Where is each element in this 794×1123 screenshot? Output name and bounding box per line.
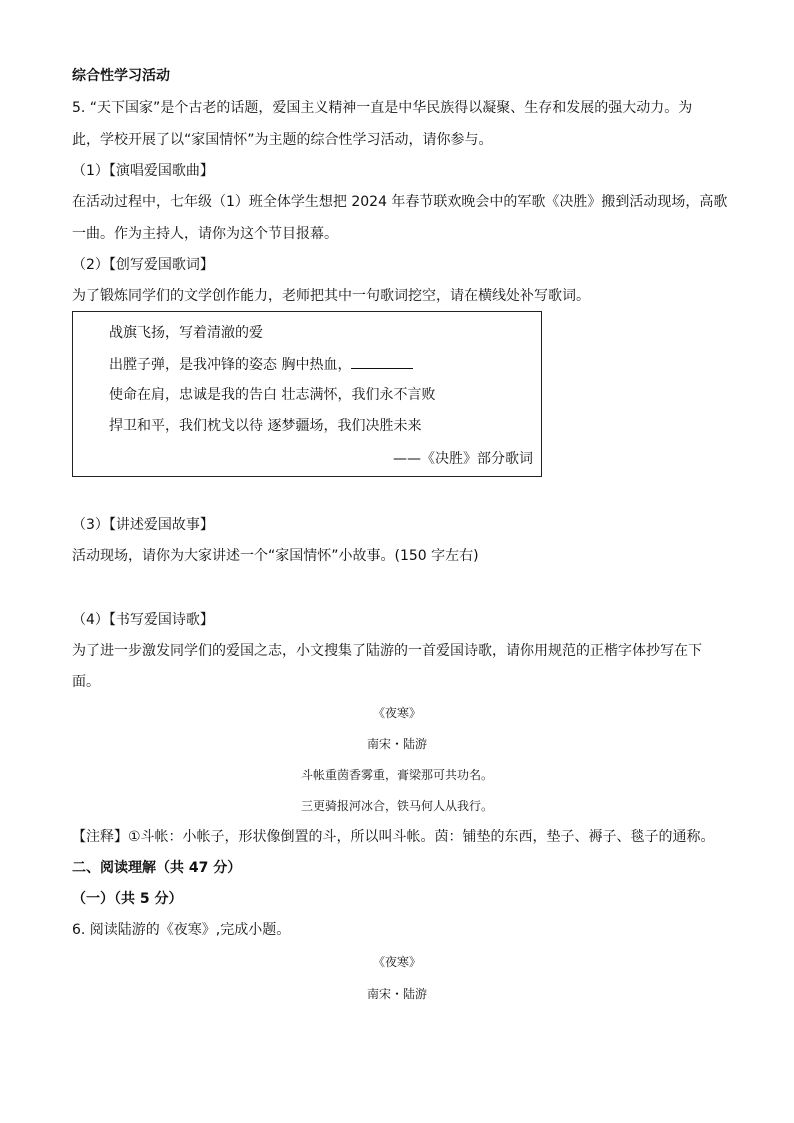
lyric-line-1: 战旗飞扬，写着清澈的爱 <box>109 325 263 341</box>
q5-part3-line1: 活动现场，请你为大家讲述一个“家国情怀”小故事。(150 字左右) <box>72 548 479 564</box>
subsection-1-title: （一）（共 5 分） <box>72 891 183 907</box>
lyric-line-4: 捍卫和平，我们枕戈以待 逐梦疆场，我们决胜未来 <box>109 418 422 434</box>
section-title: 综合性学习活动 <box>72 68 170 84</box>
q5-part4-line1: 为了进一步激发同学们的爱国之志，小文搜集了陆游的一首爱国诗歌，请你用规范的正楷字体抄写在下 <box>72 643 702 659</box>
q5-part1-title: （1）【演唱爱国歌曲】 <box>72 163 214 179</box>
poem-author: 南宋・陆游 <box>366 737 427 751</box>
answer-blank[interactable] <box>351 354 413 369</box>
q5-part2-title: （2）【创写爱国歌词】 <box>72 257 214 273</box>
poem-title: 《夜寒》 <box>372 706 421 720</box>
section-2-title: 二、阅读理解（共 47 分） <box>72 860 242 876</box>
q5-part4-title: （4）【书写爱国诗歌】 <box>72 612 214 628</box>
poem-note: 【注释】①斗帐：小帐子，形状像倒置的斗，所以叫斗帐。茵：铺垫的东西，垫子、褥子、毯子的通称。 <box>72 829 715 845</box>
q6-poem-author: 南宋・陆游 <box>366 987 427 1001</box>
q5-part4-line2: 面。 <box>72 674 100 690</box>
q6-line1: 6. 阅读陆游的《夜寒》,完成小题。 <box>72 922 291 938</box>
lyric-line-2 <box>109 354 413 375</box>
q5-part1-line2: 一曲。作为主持人，请你为这个节目报幕。 <box>72 226 338 242</box>
poem-line-2: 三更骑报河冰合，铁马何人从我行。 <box>300 799 493 813</box>
lyric-line-2-text: 出膛子弹，是我冲锋的姿态 胸中热血， <box>109 357 352 373</box>
poem-line-1: 斗帐重茵香雾重，膏梁那可共功名。 <box>300 768 493 782</box>
lyric-line-3: 使命在肩，忠诚是我的告白 壮志满怀，我们永不言败 <box>109 387 436 403</box>
q5-intro-line2: 此，学校开展了以“家国情怀”为主题的综合性学习活动，请你参与。 <box>72 132 493 148</box>
q5-intro-line1: 5. “天下国家”是个古老的话题，爱国主义精神一直是中华民族得以凝聚、生存和发展的强大动力。为 <box>72 100 693 116</box>
lyrics-source: ——《决胜》部分歌词 <box>393 451 533 467</box>
q6-poem-title: 《夜寒》 <box>372 955 421 969</box>
q5-part1-line1: 在活动过程中，七年级（1）班全体学生想把 2024 年春节联欢晚会中的军歌《决胜》搬到活动现场，高歌 <box>72 194 728 210</box>
q5-part3-title: （3）【讲述爱国故事】 <box>72 517 214 533</box>
lyrics-box <box>72 311 542 477</box>
q5-part2-line1: 为了锻炼同学们的文学创作能力，老师把其中一句歌词挖空，请在横线处补写歌词。 <box>72 288 590 304</box>
